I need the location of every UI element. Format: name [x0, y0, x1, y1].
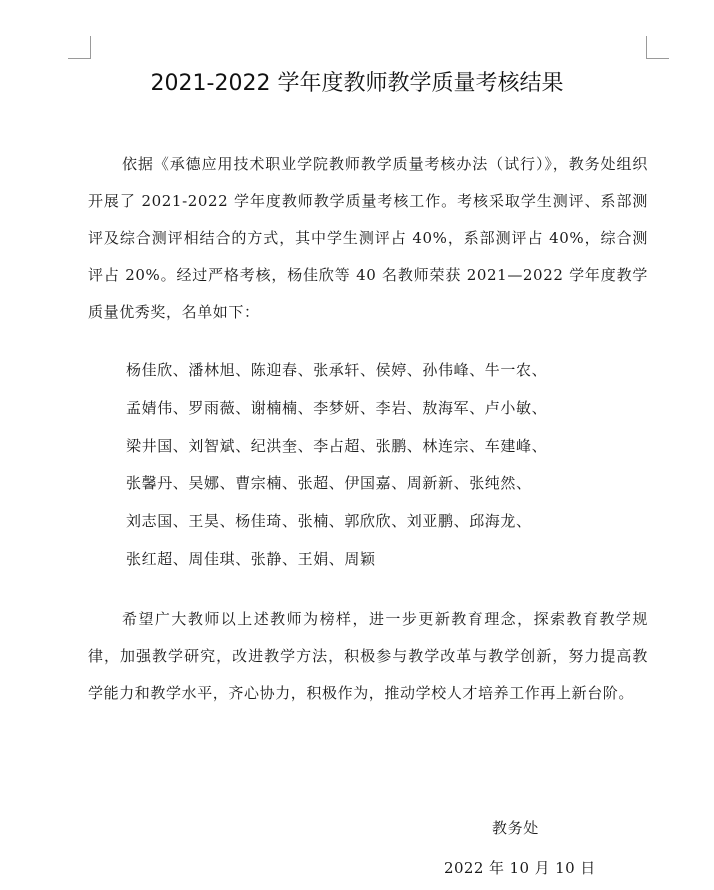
name-list-line: 张红超、周佳琪、张静、王娟、周颖	[126, 549, 376, 568]
intro-paragraph: 依据《承德应用技术职业学院教师教学质量考核办法（试行）》，教务处组织开展了 2021-2022 学年度教师教学质量考核工作。考核采取学生测评、系部测评及综合测评相结合的方式，其中学生测评占 40%，系部测评占 40%，综合测评占 20%。经过严格考核，杨佳欣等 40 名教师荣获 2021—2022 学年度教学质量优秀奖，名单如下：	[88, 155, 648, 321]
award-name-list	[126, 352, 666, 579]
page-corner-mark-top-left	[68, 36, 91, 59]
signature-office: 教务处	[492, 819, 539, 837]
closing-paragraph: 希望广大教师以上述教师为榜样，进一步更新教育理念，探索教育教学规律，加强教学研究，改进教学方法，积极参与教学改革与教学创新，努力提高教学能力和教学水平，齐心协力，积极作为，推动学校人才培养工作再上新台阶。	[88, 610, 648, 702]
signature-date: 2022 年 10 月 10 日	[444, 859, 596, 877]
name-list-line: 孟婧伟、罗雨薇、谢楠楠、李梦妍、李岩、敖海军、卢小敏、	[126, 398, 548, 417]
page-corner-mark-top-right	[646, 36, 669, 59]
name-list-line: 杨佳欣、潘林旭、陈迎春、张承轩、侯婷、孙伟峰、牛一农、	[126, 361, 548, 379]
name-list-line: 刘志国、王昊、杨佳琦、张楠、郭欣欣、刘亚鹏、邱海龙、	[126, 512, 532, 531]
name-list-line: 梁井国、刘智斌、纪洪奎、李占超、张鹏、林连宗、车建峰、	[126, 436, 548, 455]
name-list-line: 张馨丹、吴娜、曹宗楠、张超、伊国嘉、周新新、张纯然、	[126, 474, 532, 493]
document-title: 2021-2022 学年度教师教学质量考核结果	[150, 71, 564, 96]
